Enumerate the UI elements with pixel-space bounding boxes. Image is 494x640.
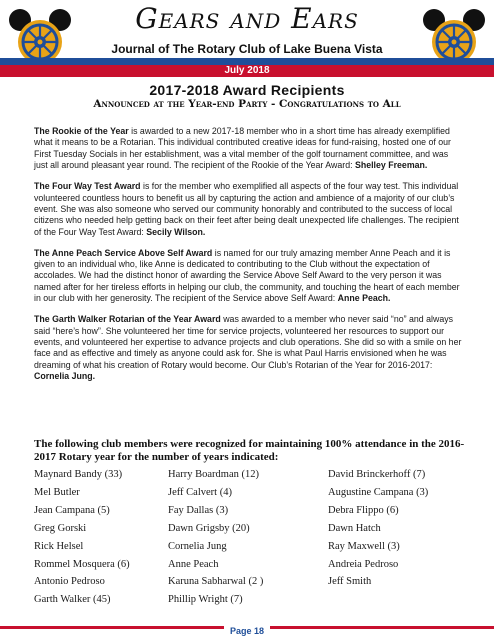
attendance-list xyxy=(34,466,470,609)
member-name: Cornelia Jung xyxy=(168,540,227,552)
issue-date: July 2018 xyxy=(0,65,494,77)
member-name: Antonio Pedroso xyxy=(34,576,105,588)
member-name: Augustine Campana (3) xyxy=(328,486,429,498)
member-name: Jeff Smith xyxy=(328,576,372,588)
member-name: Rick Helsel xyxy=(34,540,84,552)
journal-subtitle: Journal of The Rotary Club of Lake Buena Vista xyxy=(111,42,383,56)
member-name: Garth Walker (45) xyxy=(34,594,111,606)
attendance-section xyxy=(34,438,470,609)
service-award-lead: The Anne Peach Service Above Self Award xyxy=(34,247,213,258)
service-paragraph xyxy=(34,248,464,305)
masthead-header xyxy=(0,0,494,76)
member-name: Andreia Pedroso xyxy=(328,558,399,570)
rotarian-award-lead: The Garth Walker Rotarian of the Year Award xyxy=(34,314,221,325)
attendance-heading: The following club members were recognized for maintaining 100% attendance in the 2016-2017 Rotary year for the number of years indicated: xyxy=(34,438,465,463)
member-name: Jeff Calvert (4) xyxy=(168,486,232,498)
four-way-award-lead: The Four Way Test Award xyxy=(34,181,141,192)
member-name: Dawn Grigsby (20) xyxy=(168,522,250,534)
article-subtitle: Announced at the Year-end Party - Congratulations to All xyxy=(93,98,401,110)
member-name: Jean Campana (5) xyxy=(34,504,110,516)
service-award-text: is named for our truly amazing member Anne Peach and it is given to an individual who, like Anne is dedicated to contributing to the Club without the expectation of accolades. We had the distinct honor of awarding the Service Above Self Award to the very person it was named after for her tireless efforts in helping our club, the community, and touching the heart of each member in our club with her generosity. The recipient of the Service above Self Award: xyxy=(34,247,460,304)
member-name: Ray Maxwell (3) xyxy=(328,540,400,552)
member-name: Rommel Mosquera (6) xyxy=(34,558,130,570)
masthead-title: Gears and Ears xyxy=(135,2,359,35)
member-name: Anne Peach xyxy=(168,558,219,570)
page-number xyxy=(0,621,494,639)
member-name: Mel Butler xyxy=(34,486,80,498)
service-recipient: Anne Peach. xyxy=(337,293,391,304)
member-name: Karuna Sabharwal (2 ) xyxy=(168,576,264,588)
member-name: Dawn Hatch xyxy=(328,522,381,534)
member-name: Debra Flippo (6) xyxy=(328,504,399,516)
rookie-recipient: Shelley Freeman. xyxy=(354,160,428,171)
rotarian-paragraph xyxy=(34,314,464,382)
member-name: Fay Dallas (3) xyxy=(168,504,229,516)
article-body xyxy=(34,126,464,383)
member-name: Phillip Wright (7) xyxy=(168,594,243,606)
article-title: 2017-2018 Award Recipients xyxy=(149,82,345,98)
rookie-award-lead: The Rookie of the Year xyxy=(34,126,129,136)
rookie-paragraph xyxy=(34,126,464,172)
four-way-recipient: Secily Wilson. xyxy=(146,226,206,237)
header-blue-rule xyxy=(0,58,494,65)
rotarian-award-text: was awarded to a member who never said “no” and always said “here’s how”. She volunteered her time for service projects, volunteered her resources to support our events, and volunteered her expertise to advance projects and club operations. She did so with a smile on her face and as effective and timely as anyone could ask for. She is what Paul Harris envisioned when he was dreaming of what his creation of Rotary would become. Our Club’s Rotarian of the Year for 2016-2017: xyxy=(34,314,462,370)
member-name: Harry Boardman (12) xyxy=(168,469,259,480)
member-name: Maynard Bandy (33) xyxy=(34,469,123,480)
rotarian-recipient: Cornelia Jung. xyxy=(34,371,96,382)
member-name: David Brinckerhoff (7) xyxy=(328,469,426,480)
page-number-label: Page 18 xyxy=(224,626,270,636)
four-way-paragraph xyxy=(34,181,464,238)
member-name: Greg Gorski xyxy=(34,522,87,534)
member-name xyxy=(328,591,470,609)
rookie-award-text: is awarded to a new 2017-18 member who in a short time has already exemplified what it means to be a Rotarian. This individual contributed creative ideas for fund-raising, hosted one of our First Tuesday Socials in her establishment, was a vital member of the golf tournament committee, and was just all around pleasant year round. The recipient of the Rookie of the Year Award: xyxy=(34,126,451,171)
four-way-award-text: is for the member who exemplified all aspects of the four way test. This individual volunteered countless hours to benefit us all by capturing the action and ambience of a majority of our club’s event. She was also someone who served our community honorably and contributed to the success of local citizens who needed help getting back on their feet after being dealt unexpected life challenges. The recipient of the Four Way Test Award: xyxy=(34,181,459,237)
